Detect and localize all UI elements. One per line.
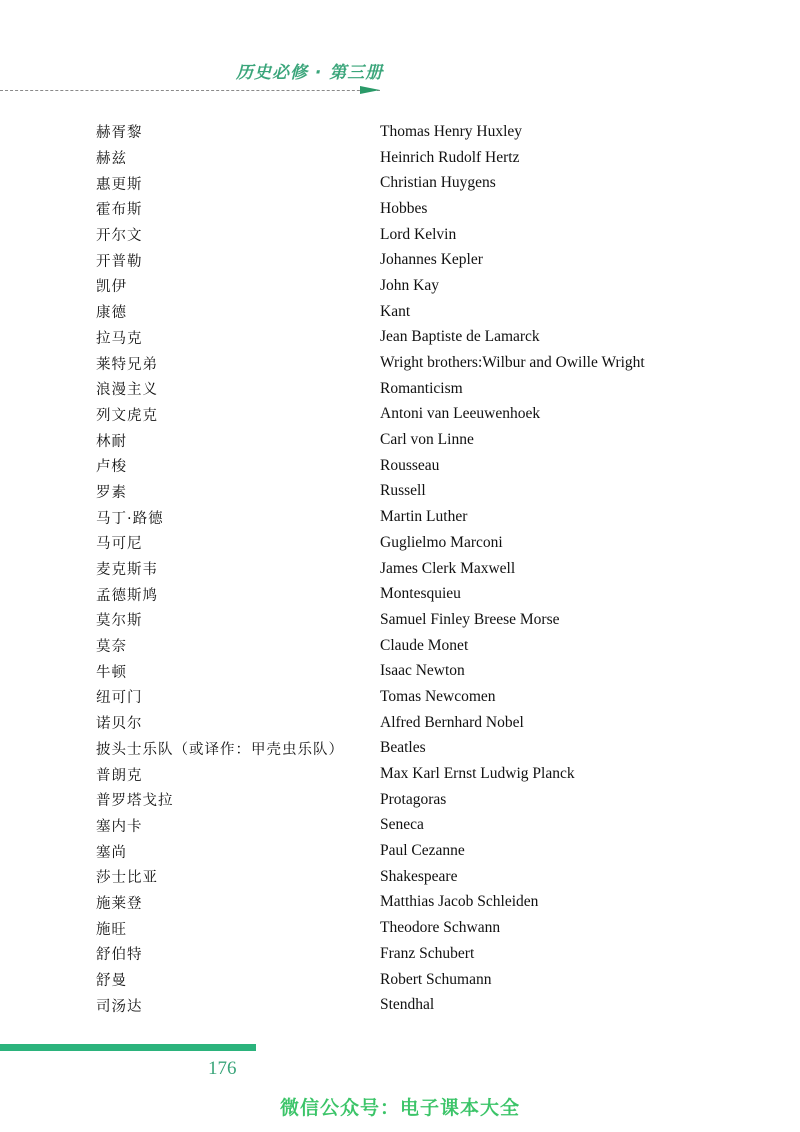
glossary-row [96, 838, 696, 864]
glossary-row [96, 402, 696, 428]
footer-accent-bar [0, 1044, 256, 1051]
glossary-row [96, 427, 696, 453]
glossary-chinese-term: 赫兹 [96, 151, 127, 168]
glossary-chinese-term: 舒伯特 [96, 947, 143, 964]
glossary-chinese-term: 开尔文 [96, 228, 143, 245]
glossary-chinese-term: 施旺 [96, 921, 127, 938]
glossary-chinese-term: 莫奈 [96, 639, 127, 656]
header-dashed-rule [0, 90, 380, 91]
glossary-row [96, 556, 696, 582]
glossary-english-term: Thomas Henry Huxley [380, 122, 523, 140]
glossary-chinese-term: 司汤达 [96, 998, 143, 1015]
glossary-row [96, 633, 696, 659]
glossary-english-term: Christian Huygens [380, 174, 496, 192]
glossary-chinese-term: 莱特兄弟 [96, 356, 158, 373]
glossary-english-term: Shakespeare [380, 867, 458, 885]
glossary-english-term: Martin Luther [380, 508, 468, 526]
glossary-row [96, 170, 696, 196]
glossary-chinese-term: 牛顿 [96, 664, 127, 681]
glossary-row [96, 967, 696, 993]
glossary-row [96, 376, 696, 402]
glossary-chinese-term: 舒曼 [96, 973, 127, 990]
glossary-row [96, 941, 696, 967]
glossary-row [96, 813, 696, 839]
glossary-english-term: Jean Baptiste de Lamarck [380, 328, 540, 346]
glossary-english-term: Protagoras [380, 790, 447, 808]
glossary-row [96, 453, 696, 479]
glossary-row [96, 196, 696, 222]
glossary-english-term: Johannes Kepler [380, 251, 483, 269]
glossary-row [96, 890, 696, 916]
glossary-chinese-term: 麦克斯韦 [96, 562, 158, 579]
glossary-english-term: Carl von Linne [380, 431, 474, 449]
glossary-row [96, 530, 696, 556]
glossary-row [96, 710, 696, 736]
glossary-english-term: John Kay [380, 276, 439, 294]
glossary-row [96, 145, 696, 171]
header-arrow-icon [360, 86, 380, 94]
glossary-row [96, 658, 696, 684]
glossary-chinese-term: 卢梭 [96, 459, 127, 476]
glossary-row [96, 761, 696, 787]
glossary-chinese-term: 塞尚 [96, 844, 127, 861]
glossary-english-term: Wright brothers:Wilbur and Owille Wright [380, 354, 645, 372]
glossary-chinese-term: 赫胥黎 [96, 125, 143, 142]
glossary-row [96, 607, 696, 633]
glossary-chinese-term: 林耐 [96, 433, 127, 450]
glossary-row [96, 915, 696, 941]
glossary-row [96, 736, 696, 762]
glossary-chinese-term: 霍布斯 [96, 202, 143, 219]
glossary-english-term: Claude Monet [380, 636, 469, 654]
glossary-english-term: Samuel Finley Breese Morse [380, 610, 560, 628]
watermark-text: 微信公众号：电子课本大全 [279, 1097, 520, 1119]
glossary-row [96, 247, 696, 273]
glossary-chinese-term: 莫尔斯 [96, 613, 143, 630]
glossary-english-term: Alfred Bernhard Nobel [380, 713, 524, 731]
glossary-row [96, 299, 696, 325]
glossary-row [96, 787, 696, 813]
glossary-chinese-term: 纽可门 [96, 690, 143, 707]
glossary-english-term: Heinrich Rudolf Hertz [380, 148, 520, 166]
glossary-chinese-term: 罗素 [96, 484, 127, 501]
glossary-english-term: Kant [380, 302, 411, 320]
glossary-row [96, 350, 696, 376]
glossary-chinese-term: 莎士比亚 [96, 870, 158, 887]
glossary-english-term: Stendhal [380, 996, 435, 1014]
glossary-row [96, 119, 696, 145]
glossary-english-term: Theodore Schwann [380, 919, 501, 937]
glossary-chinese-term: 普罗塔戈拉 [96, 793, 174, 810]
glossary-english-term: Montesquieu [380, 585, 461, 603]
glossary-row [96, 222, 696, 248]
glossary-chinese-term: 浪漫主义 [96, 382, 158, 399]
glossary-row [96, 273, 696, 299]
glossary-row [96, 479, 696, 505]
glossary-english-term: Max Karl Ernst Ludwig Planck [380, 765, 575, 783]
glossary-english-term: Isaac Newton [380, 662, 465, 680]
glossary-english-term: Seneca [380, 816, 424, 834]
glossary-english-term: Franz Schubert [380, 944, 475, 962]
page-number: 176 [208, 1058, 237, 1079]
glossary-list [96, 119, 696, 1018]
glossary-row [96, 684, 696, 710]
glossary-chinese-term: 披头士乐队（或译作：甲壳虫乐队） [96, 741, 344, 758]
glossary-english-term: Hobbes [380, 199, 428, 217]
glossary-chinese-term: 孟德斯鸠 [96, 587, 158, 604]
glossary-english-term: Tomas Newcomen [380, 687, 496, 705]
glossary-row [96, 325, 696, 351]
glossary-english-term: Guglielmo Marconi [380, 533, 503, 551]
glossary-row [96, 864, 696, 890]
glossary-chinese-term: 马丁·路德 [96, 510, 164, 527]
glossary-row [96, 504, 696, 530]
glossary-row [96, 581, 696, 607]
glossary-english-term: Beatles [380, 739, 426, 757]
glossary-english-term: Paul Cezanne [380, 842, 465, 860]
glossary-english-term: Robert Schumann [380, 970, 492, 988]
glossary-chinese-term: 施莱登 [96, 895, 143, 912]
glossary-chinese-term: 惠更斯 [96, 176, 143, 193]
glossary-english-term: James Clerk Maxwell [380, 559, 516, 577]
header-title: 历史必修 · 第三册 [236, 63, 384, 83]
glossary-english-term: Lord Kelvin [380, 225, 457, 243]
glossary-row [96, 992, 696, 1018]
glossary-chinese-term: 塞内卡 [96, 818, 143, 835]
glossary-english-term: Antoni van Leeuwenhoek [380, 405, 541, 423]
glossary-chinese-term: 凯伊 [96, 279, 127, 296]
glossary-chinese-term: 诺贝尔 [96, 716, 143, 733]
glossary-english-term: Romanticism [380, 379, 463, 397]
glossary-chinese-term: 普朗克 [96, 767, 143, 784]
glossary-english-term: Matthias Jacob Schleiden [380, 893, 539, 911]
glossary-english-term: Rousseau [380, 456, 440, 474]
glossary-chinese-term: 马可尼 [96, 536, 143, 553]
glossary-chinese-term: 列文虎克 [96, 407, 158, 424]
glossary-chinese-term: 康德 [96, 305, 127, 322]
glossary-chinese-term: 拉马克 [96, 330, 143, 347]
glossary-chinese-term: 开普勒 [96, 253, 143, 270]
glossary-english-term: Russell [380, 482, 426, 500]
